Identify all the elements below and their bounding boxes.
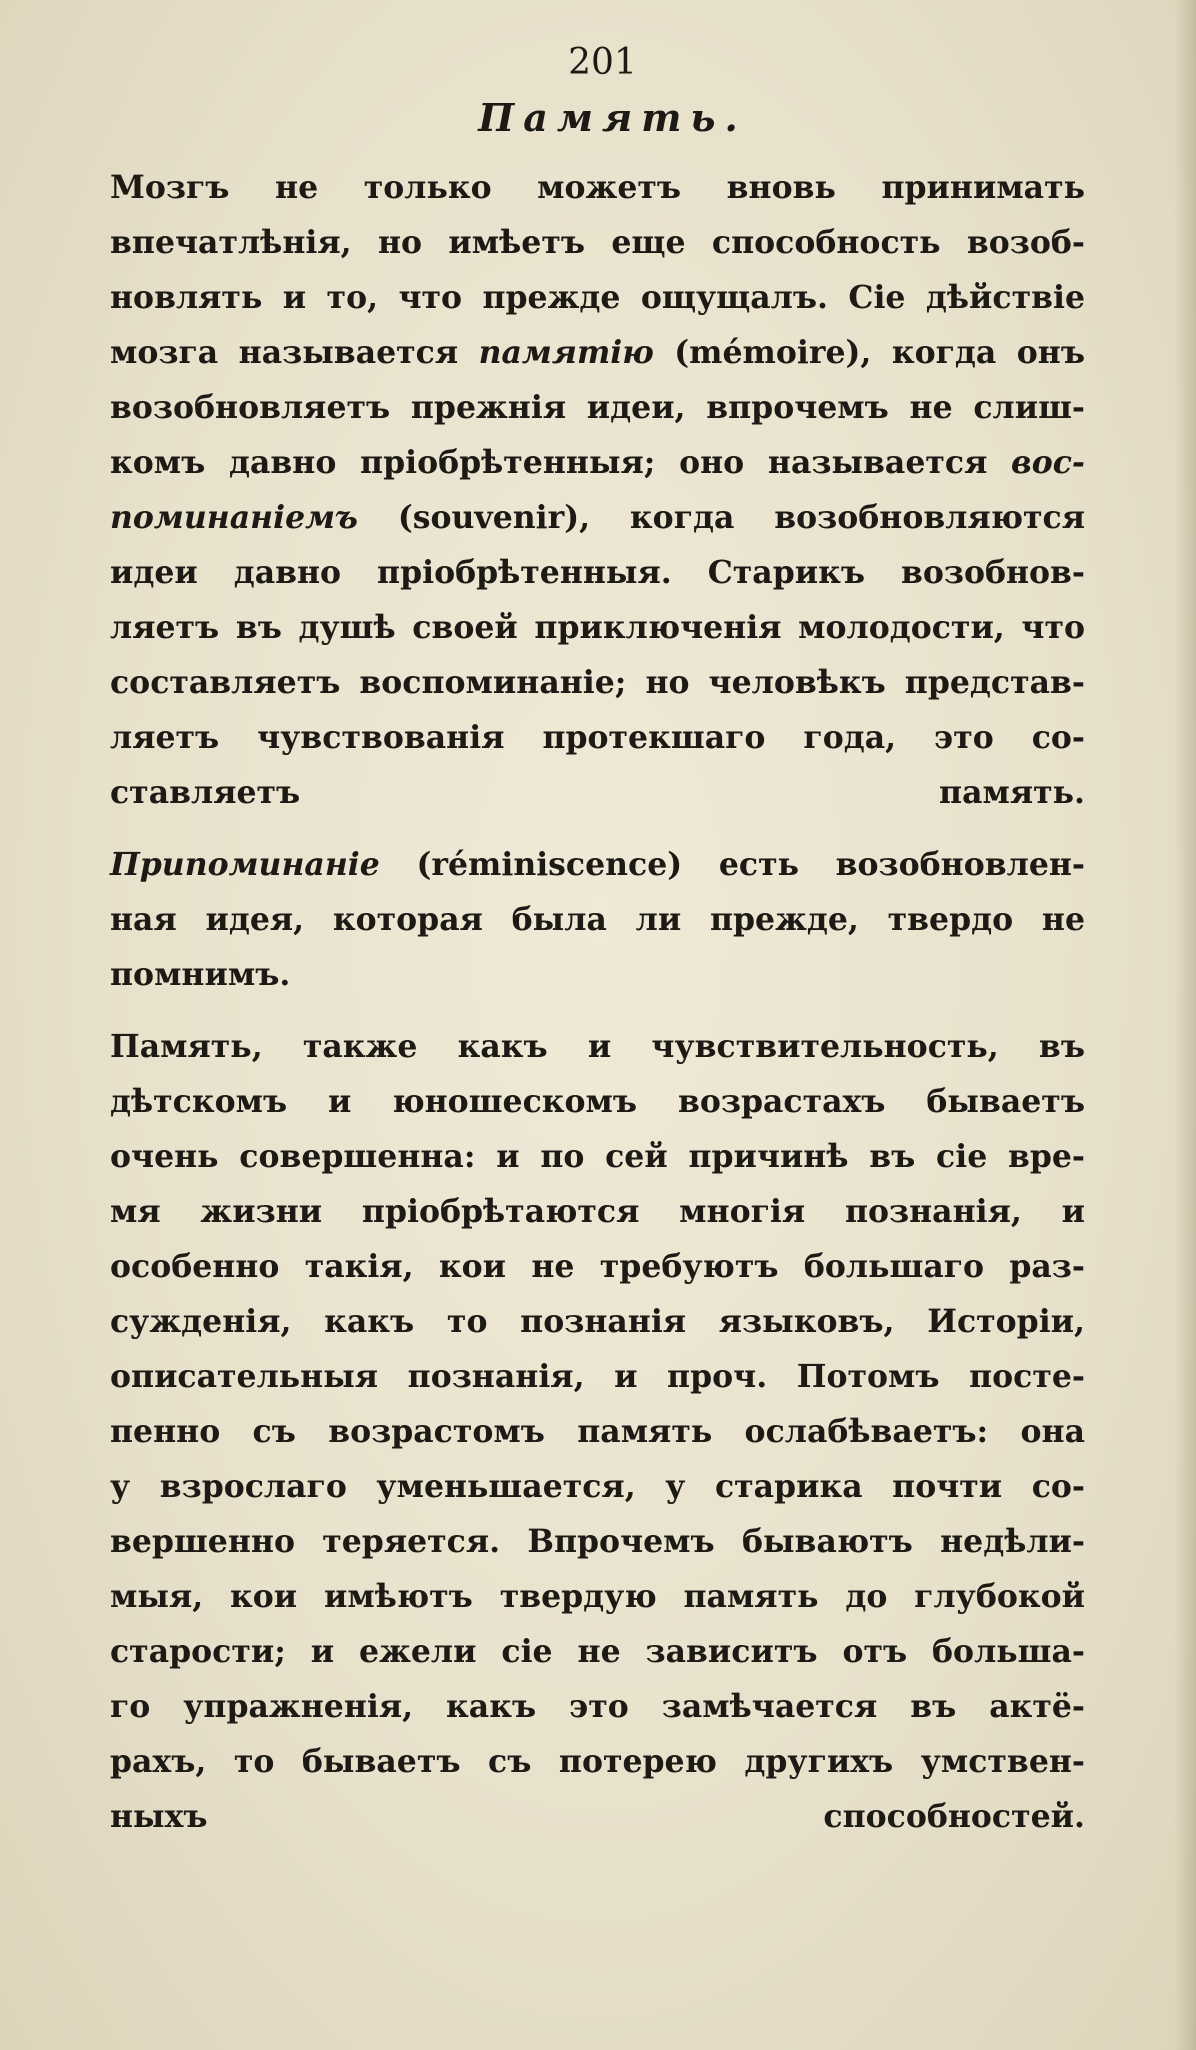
text-line: ная идея, которая была ли прежде, твердо не: [110, 901, 1085, 938]
text-line: очень совершенна: и по сей причинѣ въ сіе вре-: [110, 1138, 1085, 1175]
text-line: мя жизни пріобрѣтаются многія познанія, и: [110, 1193, 1085, 1230]
text-line: у взрослаго уменьшается, у старика почти со-: [110, 1468, 1085, 1505]
text-line: впечатлѣнія, но имѣетъ еще способность возоб-: [110, 224, 1085, 261]
term-souvenir-part2: поминаніемъ: [110, 499, 358, 536]
text-line: мыя, кои имѣютъ твердую память до глубокой: [110, 1578, 1085, 1615]
paragraph-3: [110, 1019, 1085, 1844]
term-souvenir-part1: вос-: [1011, 444, 1085, 481]
text-line: ляетъ въ душѣ своей приключенія молодости, что: [110, 609, 1085, 646]
term-memoire: памятію: [478, 334, 654, 371]
text-line: Память, также какъ и чувствительность, въ: [110, 1028, 1085, 1065]
text-block: [110, 36, 1085, 1861]
text-line: мозга называется памятію (mémoire), когда онъ: [110, 334, 1086, 371]
text-line: сужденія, какъ то познанія языковъ, Исторіи,: [110, 1303, 1085, 1340]
text-line: дѣтскомъ и юношескомъ возрастахъ бываетъ: [110, 1083, 1085, 1120]
text-line: составляетъ воспоминаніе; но человѣкъ представ-: [110, 664, 1085, 701]
page-edge-shadow: [1174, 0, 1196, 2050]
text-line: пенно съ возрастомъ память ослабѣваетъ: она: [110, 1413, 1085, 1450]
text-line: помнимъ.: [110, 956, 291, 993]
text-line: комъ давно пріобрѣтенныя; оно называется вос-: [110, 444, 1085, 481]
page-number: 201: [568, 42, 637, 83]
text-line: новлять и то, что прежде ощущалъ. Сіе дѣйствіе: [110, 279, 1085, 316]
text-line: поминаніемъ (souvenir), когда возобновляются: [110, 499, 1085, 536]
text-line: ляетъ чувствованія протекшаго года, это со-: [110, 719, 1085, 756]
text-line: ставляетъ память.: [110, 774, 1085, 811]
text-line: идеи давно пріобрѣтенныя. Старикъ возобнов-: [110, 554, 1085, 591]
text-line: возобновляетъ прежнія идеи, впрочемъ не слиш-: [110, 389, 1085, 426]
text-line: рахъ, то бываетъ съ потерею другихъ умствен-: [110, 1743, 1085, 1780]
text-line: Мозгъ не только можетъ вновь принимать: [110, 169, 1085, 206]
term-reminiscence: Припоминаніе: [110, 846, 380, 883]
text-line: описательныя познанія, и проч. Потомъ посте-: [110, 1358, 1085, 1395]
text-line: го упражненія, какъ это замѣчается въ актё-: [110, 1688, 1085, 1725]
text-line: ныхъ способностей.: [110, 1798, 1085, 1835]
section-title: Память.: [478, 95, 747, 140]
paragraph-1: [110, 160, 1085, 820]
text-line: Припоминаніе (réminiscence) есть возобновлен-: [110, 846, 1085, 883]
text-line: вершенно теряется. Впрочемъ бываютъ недѣли-: [110, 1523, 1085, 1560]
text-line: особенно такія, кои не требуютъ большаго раз-: [110, 1248, 1085, 1285]
paragraph-2: [110, 837, 1085, 1002]
text-line: старости; и ежели сіе не зависитъ отъ больша-: [110, 1633, 1085, 1670]
